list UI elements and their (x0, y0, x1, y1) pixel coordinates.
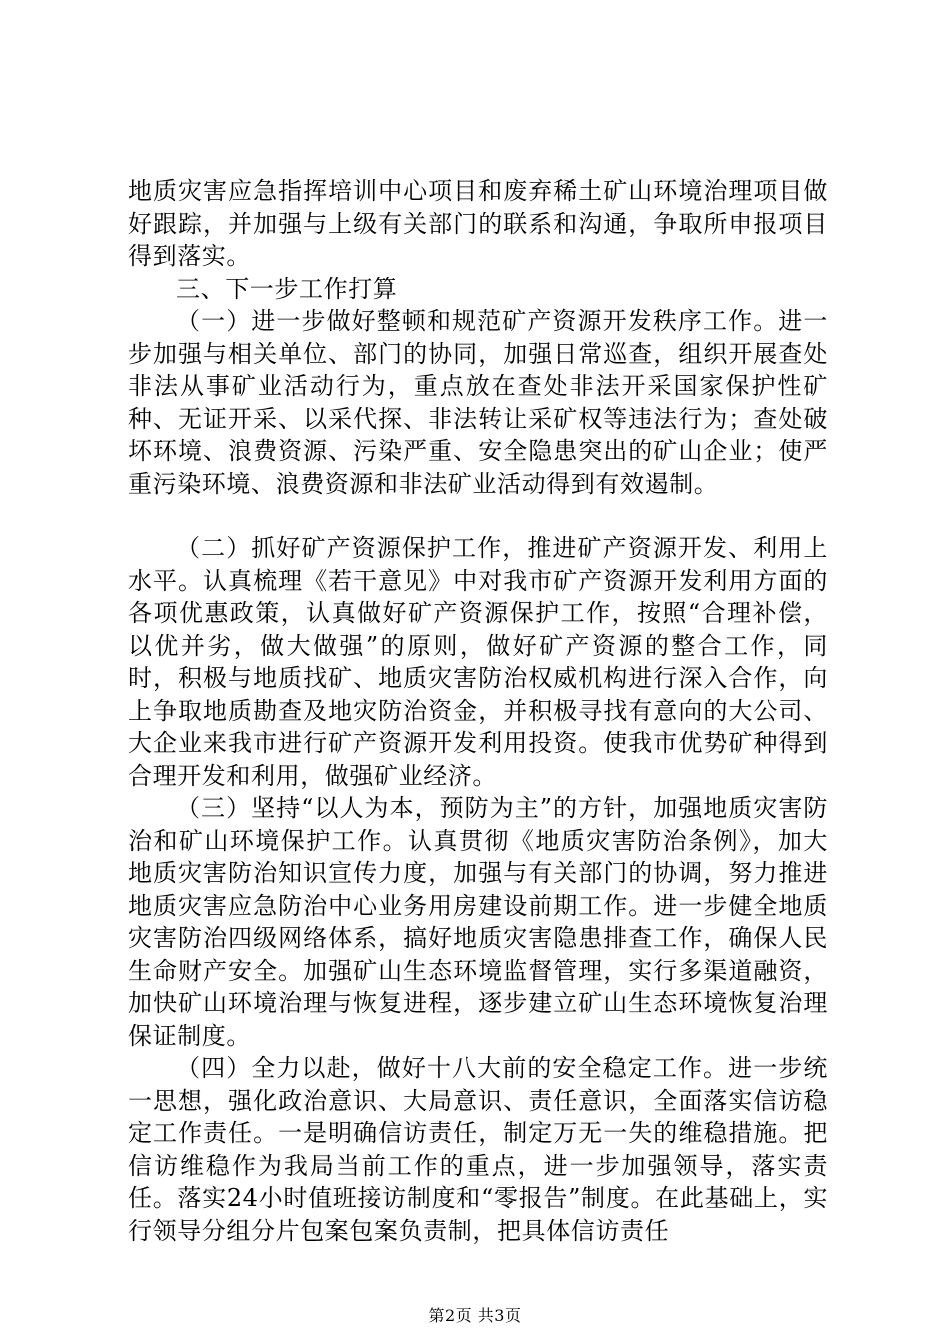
paragraph-item-3: （三）坚持“以人为本，预防为主”的方针，加强地质灾害防治和矿山环境保护工作。认真贯彻《地质灾害防治条例》，加大地质灾害防治知识宣传力度，加强与有关部门的协调，努力推进地质灾害应急防治中心业务用房建设前期工作。进一步健全地质灾害防治四级网络体系，搞好地质灾害隐患排查工作，确保人民生命财产安全。加强矿山生态环境监督管理，实行多渠道融资，加快矿山环境治理与恢复进程，逐步建立矿山生态环境恢复治理保证制度。 (128, 794, 828, 1050)
paragraph-item-4: （四）全力以赴，做好十八大前的安全稳定工作。进一步统一思想，强化政治意识、大局意识、责任意识，全面落实信访稳定工作责任。一是明确信访责任，制定万无一失的维稳措施。把信访维稳作为我局当前工作的重点，进一步加强领导，落实责任。落实24小时值班接访制度和“零报告”制度。在此基础上，实行领导分组分片包案包案负责制，把具体信访责任 (128, 1054, 828, 1245)
paragraph-item-1: （一）进一步做好整顿和规范矿产资源开发秩序工作。进一步加强与相关单位、部门的协同，加强日常巡查，组织开展查处非法从事矿业活动行为，重点放在查处非法开采国家保护性矿种、无证开采、以采代探、非法转让采矿权等违法行为；查处破坏环境、浪费资源、污染严重、安全隐患突出的矿山企业；使严重污染环境、浪费资源和非法矿业活动得到有效遏制。 (128, 307, 828, 498)
document-body (128, 175, 828, 1247)
paragraph-continuation: 地质灾害应急指挥培训中心项目和废弃稀土矿山环境治理项目做好跟踪，并加强与上级有关部门的联系和沟通，争取所申报项目得到落实。 (128, 177, 828, 270)
paragraph-item-2: （二）抓好矿产资源保护工作，推进矿产资源开发、利用上水平。认真梳理《若干意见》中对我市矿产资源开发利用方面的各项优惠政策，认真做好矿产资源保护工作，按照“合理补偿，以优并劣，做大做强”的原则，做好矿产资源的整合工作，同时，积极与地质找矿、地质灾害防治权威机构进行深入合作，向上争取地质勘查及地灾防治资金，并积极寻找有意向的大公司、大企业来我市进行矿产资源开发利用投资。使我市优势矿种得到合理开发和利用，做强矿业经济。 (128, 534, 828, 790)
page-number-footer: 第2页 共3页 (428, 1306, 522, 1325)
section-heading: 三、下一步工作打算 (176, 274, 398, 303)
